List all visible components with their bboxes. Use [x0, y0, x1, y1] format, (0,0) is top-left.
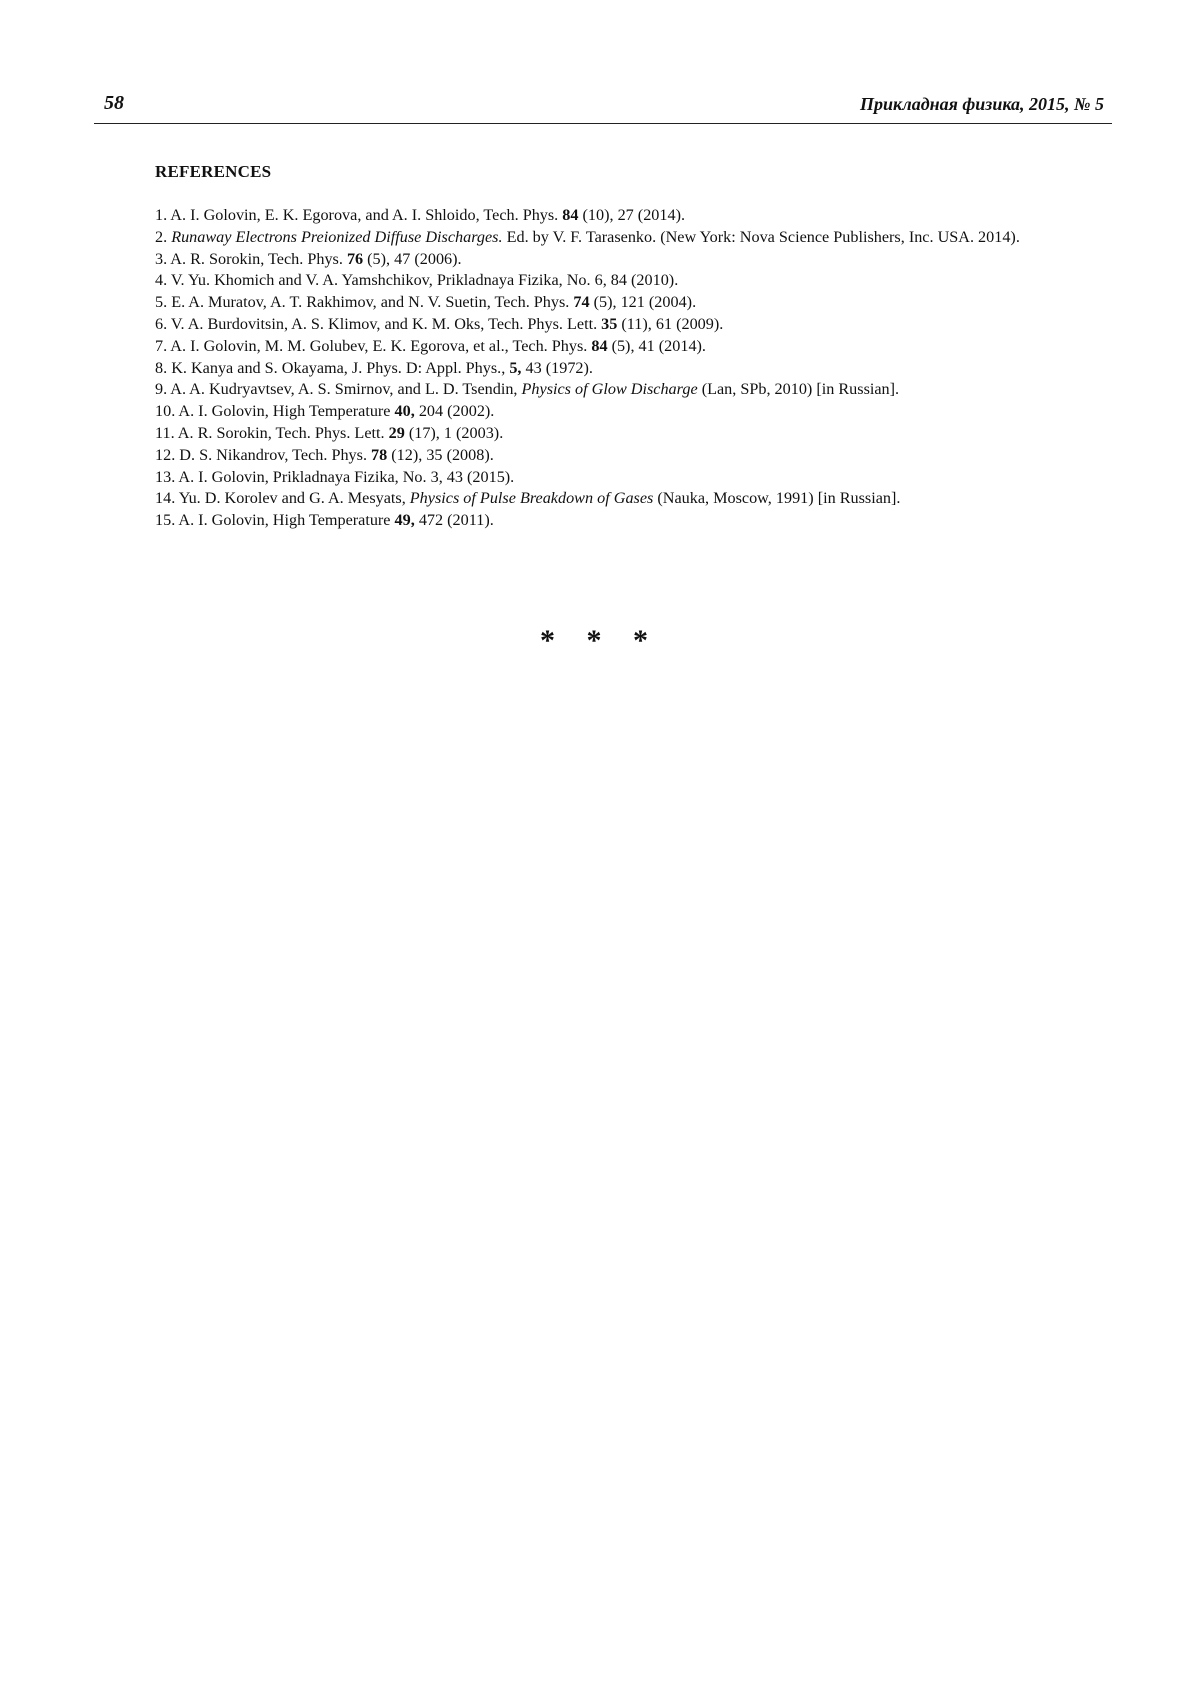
- reference-details: (12), 35 (2008).: [387, 445, 494, 464]
- reference-details: (Lan, SPb, 2010) [in Russian].: [697, 380, 900, 399]
- reference-volume: 84: [562, 206, 579, 224]
- reference-number: 3.: [155, 249, 171, 268]
- reference-number: 1.: [155, 206, 171, 224]
- reference-text: A. I. Golovin, E. K. Egorova, and A. I. Shloido, Tech. Phys.: [170, 206, 563, 224]
- reference-text: A. I. Golovin, High Temperature: [178, 402, 395, 421]
- reference-number: 2.: [155, 227, 172, 246]
- reference-volume: 29: [388, 423, 405, 442]
- reference-list: [155, 205, 1110, 532]
- reference-number: 9.: [155, 380, 171, 399]
- reference-item: [155, 423, 1110, 445]
- reference-item: [155, 227, 1110, 249]
- reference-text: E. A. Muratov, A. T. Rakhimov, and N. V. Suetin, Tech. Phys.: [171, 293, 574, 312]
- reference-volume: 84: [591, 336, 608, 355]
- reference-number: 13.: [155, 467, 179, 486]
- reference-item: [155, 314, 1110, 336]
- reference-details: (10), 27 (2014).: [578, 206, 686, 224]
- reference-text: V. A. Burdovitsin, A. S. Klimov, and K. M. Oks, Tech. Phys. Lett.: [170, 314, 602, 333]
- reference-details: (11), 61 (2009).: [617, 314, 724, 333]
- reference-text: A. I. Golovin, M. M. Golubev, E. K. Egorova, et al., Tech. Phys.: [170, 336, 592, 355]
- reference-text: A. A. Kudryavtsev, A. S. Smirnov, and L. D. Tsendin,: [170, 380, 522, 399]
- reference-details: 204 (2002).: [414, 402, 495, 421]
- reference-item: [155, 205, 1110, 227]
- reference-volume: 40,: [394, 402, 415, 421]
- reference-number: 5.: [155, 293, 172, 312]
- reference-text: A. R. Sorokin, Tech. Phys. Lett.: [177, 423, 389, 442]
- reference-item: [155, 510, 1110, 532]
- reference-text: V. Yu. Khomich and V. A. Yamshchikov, Prikladnaya Fizika, No. 6, 84 (2010).: [170, 271, 679, 290]
- reference-text: A. I. Golovin, Prikladnaya Fizika, No. 3, 43 (2015).: [178, 467, 515, 486]
- page-number: 58: [104, 92, 124, 114]
- running-header: [94, 92, 1112, 124]
- reference-details: 472 (2011).: [414, 511, 494, 530]
- reference-item: [155, 270, 1110, 292]
- reference-item: [155, 488, 1110, 510]
- reference-number: 4.: [155, 271, 171, 290]
- reference-title: Runaway Electrons Preionized Diffuse Discharges.: [171, 227, 503, 246]
- reference-volume: 78: [371, 445, 388, 464]
- reference-volume: 76: [346, 249, 364, 268]
- reference-number: 15.: [155, 511, 179, 530]
- reference-item: [155, 379, 1110, 401]
- reference-item: [155, 445, 1110, 467]
- reference-volume: 5,: [509, 358, 522, 377]
- reference-details: (5), 121 (2004).: [589, 293, 697, 312]
- reference-number: 11.: [155, 423, 178, 442]
- reference-text: A. I. Golovin, High Temperature: [178, 511, 395, 530]
- reference-item: [155, 249, 1110, 271]
- references-heading: REFERENCES: [155, 162, 272, 181]
- reference-details: (17), 1 (2003).: [404, 423, 504, 442]
- reference-details: (5), 47 (2006).: [363, 249, 462, 268]
- journal-title: Прикладная физика, 2015, № 5: [859, 94, 1104, 114]
- reference-number: 12.: [155, 445, 180, 464]
- reference-title: Physics of Pulse Breakdown of Gases: [409, 489, 654, 508]
- reference-number: 8.: [155, 358, 172, 377]
- reference-title: Physics of Glow Discharge: [521, 380, 698, 399]
- reference-number: 7.: [155, 336, 171, 355]
- reference-volume: 74: [573, 293, 590, 312]
- reference-item: [155, 467, 1110, 489]
- reference-text: D. S. Nikandrov, Tech. Phys.: [179, 445, 372, 464]
- reference-details: (5), 41 (2014).: [607, 336, 706, 355]
- reference-details: Ed. by V. F. Tarasenko. (New York: Nova Science Publishers, Inc. USA. 2014).: [502, 227, 1020, 246]
- reference-item: [155, 336, 1110, 358]
- reference-number: 10.: [155, 402, 179, 421]
- reference-text: K. Kanya and S. Okayama, J. Phys. D: Appl. Phys.,: [171, 358, 510, 377]
- reference-item: [155, 292, 1110, 314]
- section-separator: * * *: [540, 624, 660, 657]
- reference-number: 14.: [155, 489, 179, 508]
- reference-details: 43 (1972).: [521, 358, 593, 377]
- reference-text: Yu. D. Korolev and G. A. Mesyats,: [178, 489, 410, 508]
- header-rule: [94, 123, 1112, 124]
- reference-number: 6.: [155, 314, 171, 333]
- reference-volume: 49,: [394, 511, 415, 530]
- reference-item: [155, 401, 1110, 423]
- reference-volume: 35: [601, 314, 618, 333]
- reference-item: [155, 358, 1110, 380]
- reference-text: A. R. Sorokin, Tech. Phys.: [170, 249, 347, 268]
- reference-details: (Nauka, Moscow, 1991) [in Russian].: [653, 489, 901, 508]
